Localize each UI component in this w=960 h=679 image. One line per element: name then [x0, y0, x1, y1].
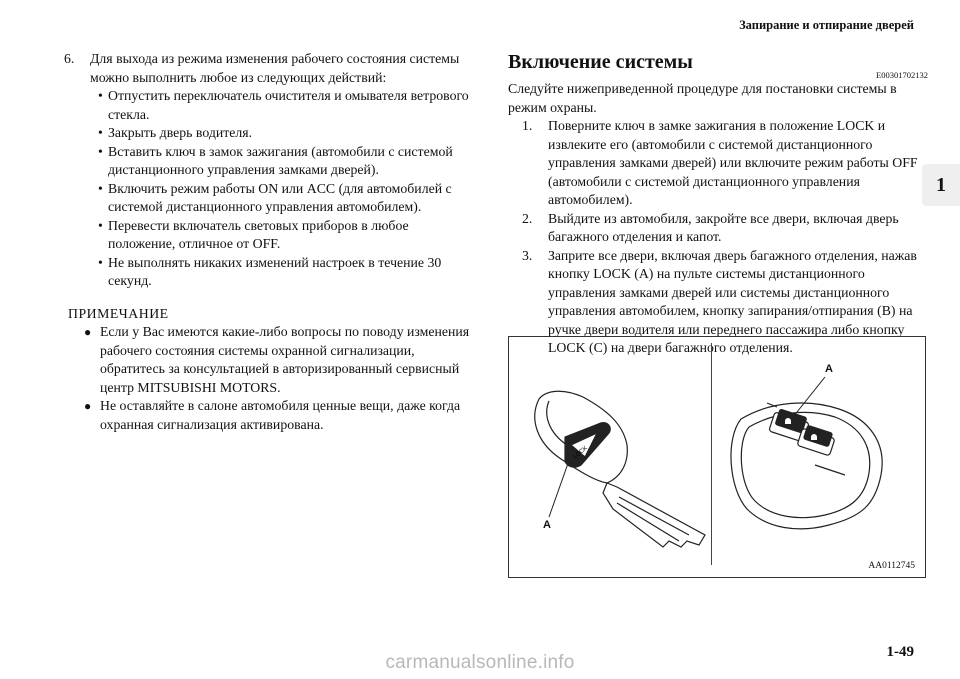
- bullet-item: • Не выполнять никаких изменений настроек в течение 30 секунд.: [98, 254, 472, 291]
- step-number: 2.: [522, 210, 533, 226]
- step-text: Заприте все двери, включая дверь багажного отделения, нажав кнопку LOCK (A) на пульте системы дистанционного управления замками дверей или системы дистанционного управления автомобилем, кнопку запирания/отпирания (B) на ручке двери водителя или переднего пассажира либо кнопку LOCK (C) на двери багажного отделения.: [548, 247, 917, 355]
- chapter-tab: 1: [922, 164, 960, 206]
- note-text: Если у Вас имеются какие-либо вопросы по поводу изменения рабочего состояния системы охранной сигнализации, обратитесь за консультацией в авторизированный сервисный центр MITSUBISHI MOTORS.: [100, 324, 470, 395]
- step-number: 1.: [522, 118, 533, 133]
- bullet-text: Перевести включатель световых приборов в любое положение, отличное от OFF.: [108, 217, 409, 251]
- bullet-text: Включить режим работы ON или ACC (для автомобилей с системой дистанционного управления автомобилем).: [108, 180, 452, 214]
- step-6: [62, 50, 472, 87]
- step-6-text: Для выхода из режима изменения рабочего состояния системы можно выполнить любое из следующих действий:: [90, 51, 460, 85]
- key-illustration: [508, 336, 926, 578]
- step-6-number: 6.: [64, 51, 75, 66]
- left-column: [62, 50, 472, 434]
- bullet-text: Закрыть дверь водителя.: [108, 125, 253, 140]
- page-number: 1-49: [886, 644, 914, 660]
- smart-remote-icon: [731, 403, 882, 529]
- page-header: Запирание и отпирание дверей: [739, 18, 914, 32]
- step-item: [520, 117, 928, 210]
- bullet-dot-icon: ●: [84, 399, 92, 413]
- note-title: ПРИМЕЧАНИЕ: [68, 305, 169, 321]
- bullet-text: Отпустить переключатель очистителя и омывателя ветрового стекла.: [108, 88, 469, 122]
- note-text: Не оставляйте в салоне автомобиля ценные вещи, даже когда охранная сигнализация активирована.: [100, 398, 461, 432]
- leader-line: [549, 455, 571, 517]
- step-text: Поверните ключ в замке зажигания в положение LOCK и извлеките его (автомобили с системой дистанционного управления замками дверей) или включите режим работы OFF (автомобили с системой дистанционного управления автомобилем).: [548, 118, 918, 207]
- key-button-label: LOCK: [572, 445, 589, 461]
- note-item: [84, 323, 472, 397]
- intro-text: Следуйте нижеприведенной процедуре для постановки системы в режим охраны.: [508, 81, 897, 115]
- note-item: [84, 397, 472, 434]
- lock-icon: [785, 418, 791, 424]
- key-drawing: [509, 337, 925, 577]
- bullet-item: • Отпустить переключатель очистителя и омывателя ветрового стекла.: [98, 87, 472, 124]
- bullet-dot-icon: ●: [84, 325, 92, 339]
- label-a-left: A: [543, 519, 551, 531]
- watermark: carmanualsonline.info: [385, 652, 575, 673]
- bullet-text: Вставить ключ в замок зажигания (автомобили с системой дистанционного управления замками дверей).: [108, 143, 453, 177]
- section-title: Включение системы: [508, 51, 693, 73]
- section-code: E00301702132: [876, 70, 928, 80]
- label-a-right: A: [825, 363, 833, 375]
- unlock-icon: [811, 434, 817, 440]
- bullet-item: • Закрыть дверь водителя.: [98, 124, 472, 143]
- figure-divider: [711, 343, 712, 565]
- figure-code: AA0112745: [868, 561, 915, 571]
- bullet-text: Не выполнять никаких изменений настроек в течение 30 секунд.: [108, 254, 442, 288]
- bullet-item: • Перевести включатель световых приборов в любое положение, отличное от OFF.: [98, 217, 472, 254]
- right-column: [508, 50, 928, 358]
- step-number: 3.: [522, 247, 533, 263]
- remote-key-icon: [535, 391, 705, 547]
- step-text: Выйдите из автомобиля, закройте все двери, включая дверь багажного отделения и капот.: [548, 210, 899, 244]
- step-item: [520, 210, 928, 247]
- bullet-item: • Вставить ключ в замок зажигания (автомобили с системой дистанционного управления замками дверей).: [98, 143, 472, 180]
- steps-list: [508, 117, 928, 358]
- bullet-item: • Включить режим работы ON или ACC (для автомобилей с системой дистанционного управления автомобилем).: [98, 180, 472, 217]
